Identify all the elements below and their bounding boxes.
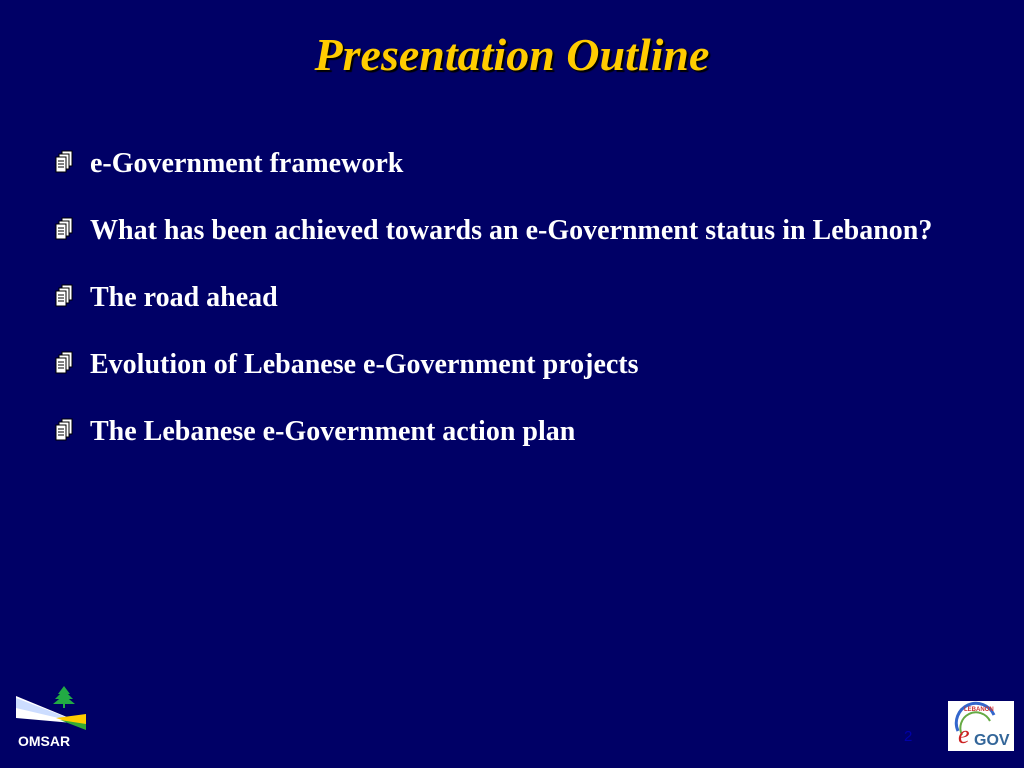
bullet-text: Evolution of Lebanese e-Government projects <box>90 349 639 380</box>
bullet-item <box>52 335 982 395</box>
stacked-pages-icon <box>54 351 74 375</box>
bullet-item <box>52 134 982 194</box>
omsar-logo <box>16 684 88 750</box>
egov-logo <box>948 701 1014 751</box>
bullet-text: e-Government framework <box>90 148 404 179</box>
bullet-text: What has been achieved towards an e-Government status in Lebanon? <box>90 215 933 246</box>
bullet-item <box>52 201 982 261</box>
bullet-text: The Lebanese e-Government action plan <box>90 416 576 447</box>
svg-text:OMSAR: OMSAR <box>18 733 71 749</box>
bullet-item <box>52 268 982 328</box>
bullet-list <box>52 134 982 469</box>
svg-text:e: e <box>958 720 970 749</box>
stacked-pages-icon <box>54 418 74 442</box>
svg-text:GOV: GOV <box>974 732 1010 749</box>
bullet-item <box>52 402 982 462</box>
page-number: 2 <box>904 728 913 745</box>
stacked-pages-icon <box>54 284 74 308</box>
slide-title: Presentation Outline <box>314 29 710 80</box>
svg-text:LEBANON: LEBANON <box>964 707 994 713</box>
stacked-pages-icon <box>54 217 74 241</box>
stacked-pages-icon <box>54 150 74 174</box>
bullet-text: The road ahead <box>90 282 278 313</box>
